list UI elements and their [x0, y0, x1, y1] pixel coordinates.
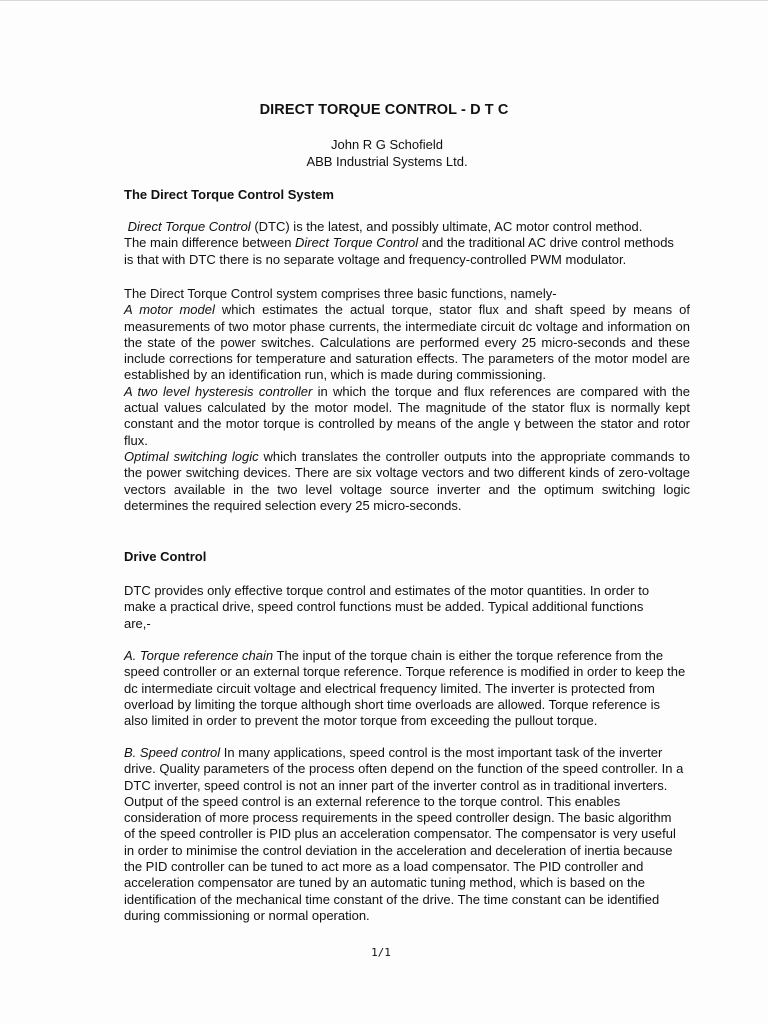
- functions-intro: The Direct Torque Control system comprises three basic functions, namely-: [124, 286, 557, 301]
- hysteresis-controller-item: [124, 384, 690, 449]
- switching-logic-term: Optimal switching logic: [124, 448, 259, 464]
- dtc-intro-line-1-text: (DTC) is the latest, and possibly ultimate, AC motor control method.: [250, 219, 643, 234]
- speed-control-text: In many applications, speed control is the most important task of the inverter drive. Quality parameters of the process often depend on the function of the speed controller. In a DTC inverter, speed control is not an inner part of the inverter control as in traditional inverters. Output of the speed control is an external reference to the torque control. This enables consideration of more process requirements in the speed controller design. The basic algorithm of the speed controller is PID plus an acceleration compensator. The compensator is very useful in order to minimise the control deviation in the acceleration and deceleration of inertia because the PID controller can be tuned to act more as a load compensator. The PID controller and acceleration compensator are tuned by an automatic tuning method, which is based on the identification of the mechanical time constant of the drive. The time constant can be identified during commissioning or normal operation.: [124, 745, 684, 923]
- drive-control-intro: [124, 583, 672, 632]
- speed-control-term: B. Speed control: [124, 745, 221, 760]
- motor-model-item: [124, 302, 690, 383]
- document-title: DIRECT TORQUE CONTROL - D T C: [259, 102, 509, 118]
- section-heading-drive-control: Drive Control: [124, 549, 207, 564]
- torque-reference-chain-item: [124, 648, 687, 729]
- author-affiliation: ABB Industrial Systems Ltd.: [306, 154, 468, 169]
- dtc-intro-line-2-term: Direct Torque Control: [295, 235, 419, 251]
- speed-control-paragraph: [124, 745, 685, 924]
- dtc-intro-line-2-text: and the traditional AC drive control methods: [418, 235, 674, 251]
- hysteresis-controller-term: A two level hysteresis controller: [124, 383, 313, 399]
- hysteresis-controller-text: in which the torque and flux references are compared with the actual values calculated by the motor model. The magnitude of the stator flux is normally kept constant and the motor torque is controlled by means of the angle γ between the stator and rotor flux.: [124, 383, 690, 448]
- motor-model-text: which estimates the actual torque, stator flux and shaft speed by means of measurements of two motor phase currents, the intermediate circuit dc voltage and information on the state of the power switches. Calculations are performed every 25 micro-seconds and these include corrections for temperature and saturation effects. The parameters of the motor model are established by an identification run, which is made during commissioning.: [124, 302, 690, 383]
- torque-reference-chain-paragraph: [124, 648, 687, 729]
- dtc-intro-line-1: [124, 219, 690, 235]
- page-number: 1/1: [371, 946, 391, 959]
- torque-reference-chain-term: A. Torque reference chain: [124, 648, 274, 663]
- dtc-intro-paragraph: [124, 219, 690, 268]
- author-name: John R G Schofield: [330, 137, 443, 152]
- motor-model-term: A motor model: [124, 302, 215, 318]
- switching-logic-text: which translates the controller outputs into the appropriate commands to the power switching devices. There are six voltage vectors and two different kinds of zero-voltage vectors available in the two level voltage source inverter and the optimum switching logic determines the required selection every 25 micro-seconds.: [124, 448, 691, 513]
- drive-control-intro-text: DTC provides only effective torque control and estimates of the motor quantities. In order to make a practical drive, speed control functions must be added. Typical additional functions are,-: [124, 583, 650, 631]
- dtc-intro-line-2: [124, 235, 690, 251]
- section-heading-dtc-system: The Direct Torque Control System: [124, 187, 334, 202]
- speed-control-item: [124, 745, 685, 924]
- functions-paragraph: [124, 286, 690, 514]
- switching-logic-item: [124, 449, 690, 514]
- dtc-intro-term: Direct Torque Control: [127, 219, 251, 234]
- dtc-intro-line-2-prefix: The main difference between: [124, 235, 296, 251]
- dtc-intro-line-3: is that with DTC there is no separate voltage and frequency-controlled PWM modulator.: [124, 251, 627, 267]
- torque-reference-chain-text: The input of the torque chain is either the torque reference from the speed controller or an external torque reference. Torque reference is modified in order to keep the dc intermediate circuit voltage and electrical frequency limited. The inverter is protected from overload by limiting the torque although short time overloads are allowed. Torque reference is also limited in order to prevent the motor torque from exceeding the pullout torque.: [124, 648, 686, 729]
